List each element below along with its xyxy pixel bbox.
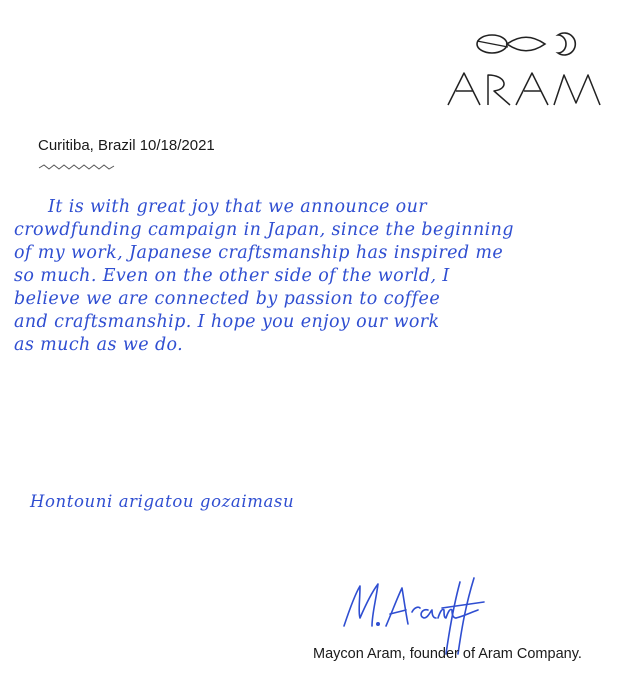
letter-line: of my work, Japanese craftsmanship has inspired me — [14, 243, 504, 263]
letter-line: believe we are connected by passion to coffee — [14, 289, 441, 309]
letter-line: so much. Even on the other side of the world, I — [14, 266, 450, 286]
letter-line: crowdfunding campaign in Japan, since the beginning — [14, 220, 514, 240]
coffee-bean-infinity-icon — [440, 25, 610, 115]
letter-line: It is with great joy that we announce our — [48, 197, 428, 217]
aram-logo — [440, 25, 610, 115]
letter-line: and craftsmanship. I hope you enjoy our work — [14, 312, 440, 332]
wavy-divider — [38, 163, 116, 173]
closing-greeting: Hontouni arigatou gozaimasu — [30, 492, 295, 511]
letter-line: as much as we do. — [14, 335, 184, 355]
place-date: Curitiba, Brazil 10/18/2021 — [38, 137, 215, 154]
signer-caption: Maycon Aram, founder of Aram Company. — [313, 646, 582, 662]
letter-body — [14, 196, 614, 357]
